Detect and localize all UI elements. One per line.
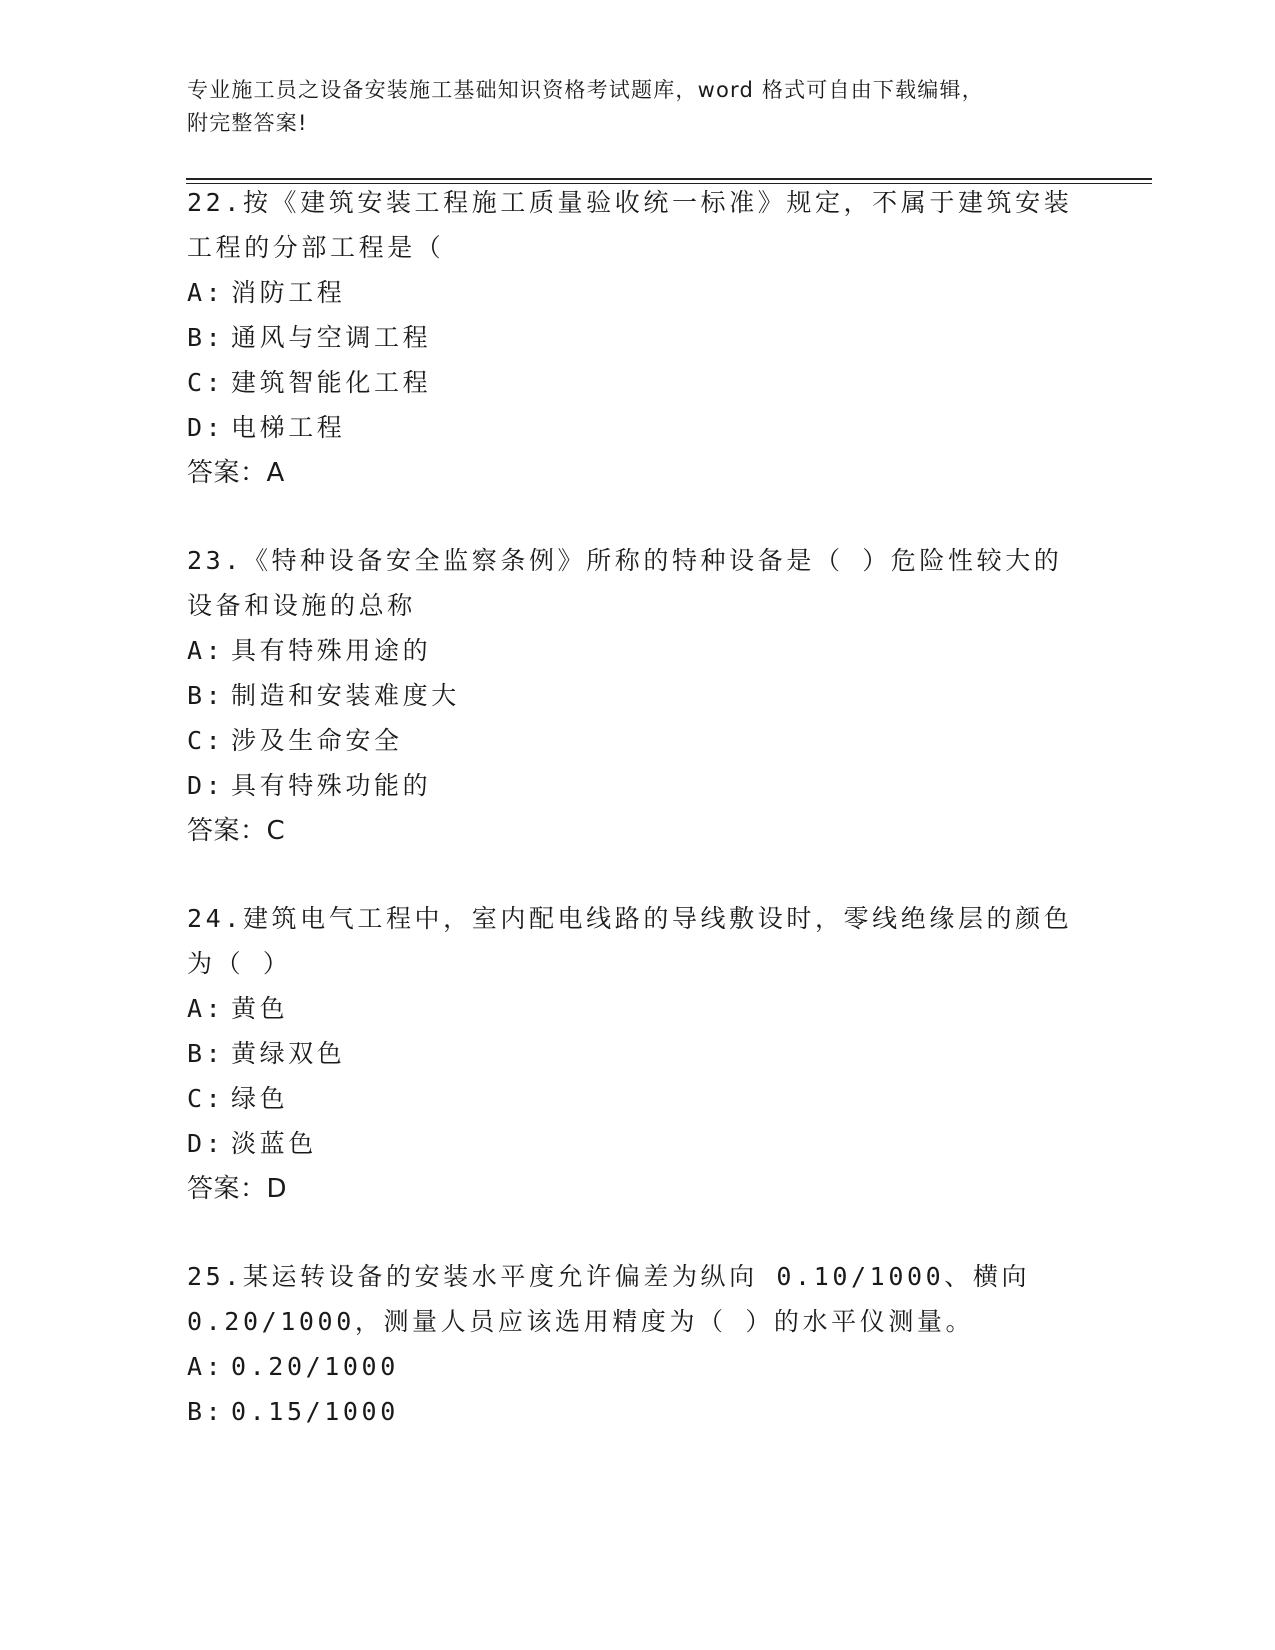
option-key: A: [187, 1352, 225, 1381]
question-text-line: 25.某运转设备的安装水平度允许偏差为纵向 0.10/1000、横向 [187, 1262, 1031, 1291]
question-25 [187, 1254, 1030, 1434]
option-c [187, 718, 1062, 763]
question-text-line: 为（ ） [187, 949, 292, 978]
option-key: B: [187, 1397, 225, 1426]
option-d [187, 1121, 1072, 1166]
option-text: 黄色 [231, 994, 289, 1023]
option-a [187, 986, 1072, 1031]
option-text: 具有特殊功能的 [231, 771, 432, 800]
document-header [187, 74, 1087, 140]
option-key: B: [187, 1039, 225, 1068]
option-text: 0.20/1000 [231, 1352, 399, 1381]
option-text: 建筑智能化工程 [231, 368, 432, 397]
question-text-line: 0.20/1000，测量人员应该选用精度为（ ）的水平仪测量。 [187, 1307, 975, 1336]
option-text: 淡蓝色 [231, 1129, 317, 1158]
option-key: A: [187, 278, 225, 307]
option-c [187, 360, 1072, 405]
question-text-line: 23.《特种设备安全监察条例》所称的特种设备是（ ）危险性较大的 [187, 546, 1063, 575]
answer-line: 答案：D [187, 1174, 288, 1204]
answer-line: 答案：A [187, 458, 285, 488]
answer-line: 答案：C [187, 816, 286, 846]
option-d [187, 405, 1072, 450]
option-b [187, 673, 1062, 718]
option-a [187, 628, 1062, 673]
option-text: 消防工程 [231, 278, 346, 307]
question-text-line: 22.按《建筑安装工程施工质量验收统一标准》规定，不属于建筑安装 [187, 188, 1073, 217]
option-key: D: [187, 413, 225, 442]
question-text-line: 设备和设施的总称 [187, 591, 416, 620]
option-key: B: [187, 681, 225, 710]
option-key: A: [187, 994, 225, 1023]
option-text: 具有特殊用途的 [231, 636, 432, 665]
option-text: 制造和安装难度大 [231, 681, 460, 710]
option-key: D: [187, 771, 225, 800]
question-24 [187, 896, 1072, 1212]
header-line-2: 附完整答案! [187, 111, 308, 135]
option-text: 绿色 [231, 1084, 289, 1113]
option-a [187, 1344, 1030, 1389]
option-text: 涉及生命安全 [231, 726, 403, 755]
option-key: C: [187, 726, 225, 755]
option-text: 黄绿双色 [231, 1039, 346, 1068]
option-a [187, 270, 1072, 315]
question-23 [187, 538, 1062, 854]
option-b [187, 1389, 1030, 1434]
option-key: B: [187, 323, 225, 352]
option-key: C: [187, 1084, 225, 1113]
option-text: 通风与空调工程 [231, 323, 432, 352]
option-c [187, 1076, 1072, 1121]
option-key: A: [187, 636, 225, 665]
option-text: 电梯工程 [231, 413, 346, 442]
header-line-1: 专业施工员之设备安装施工基础知识资格考试题库，word 格式可自由下载编辑， [187, 78, 984, 102]
option-key: D: [187, 1129, 225, 1158]
option-text: 0.15/1000 [231, 1397, 399, 1426]
question-text-line: 工程的分部工程是（ [187, 233, 445, 262]
option-b [187, 315, 1072, 360]
question-22 [187, 180, 1072, 496]
option-key: C: [187, 368, 225, 397]
option-b [187, 1031, 1072, 1076]
question-text-line: 24.建筑电气工程中，室内配电线路的导线敷设时，零线绝缘层的颜色 [187, 904, 1073, 933]
option-d [187, 763, 1062, 808]
